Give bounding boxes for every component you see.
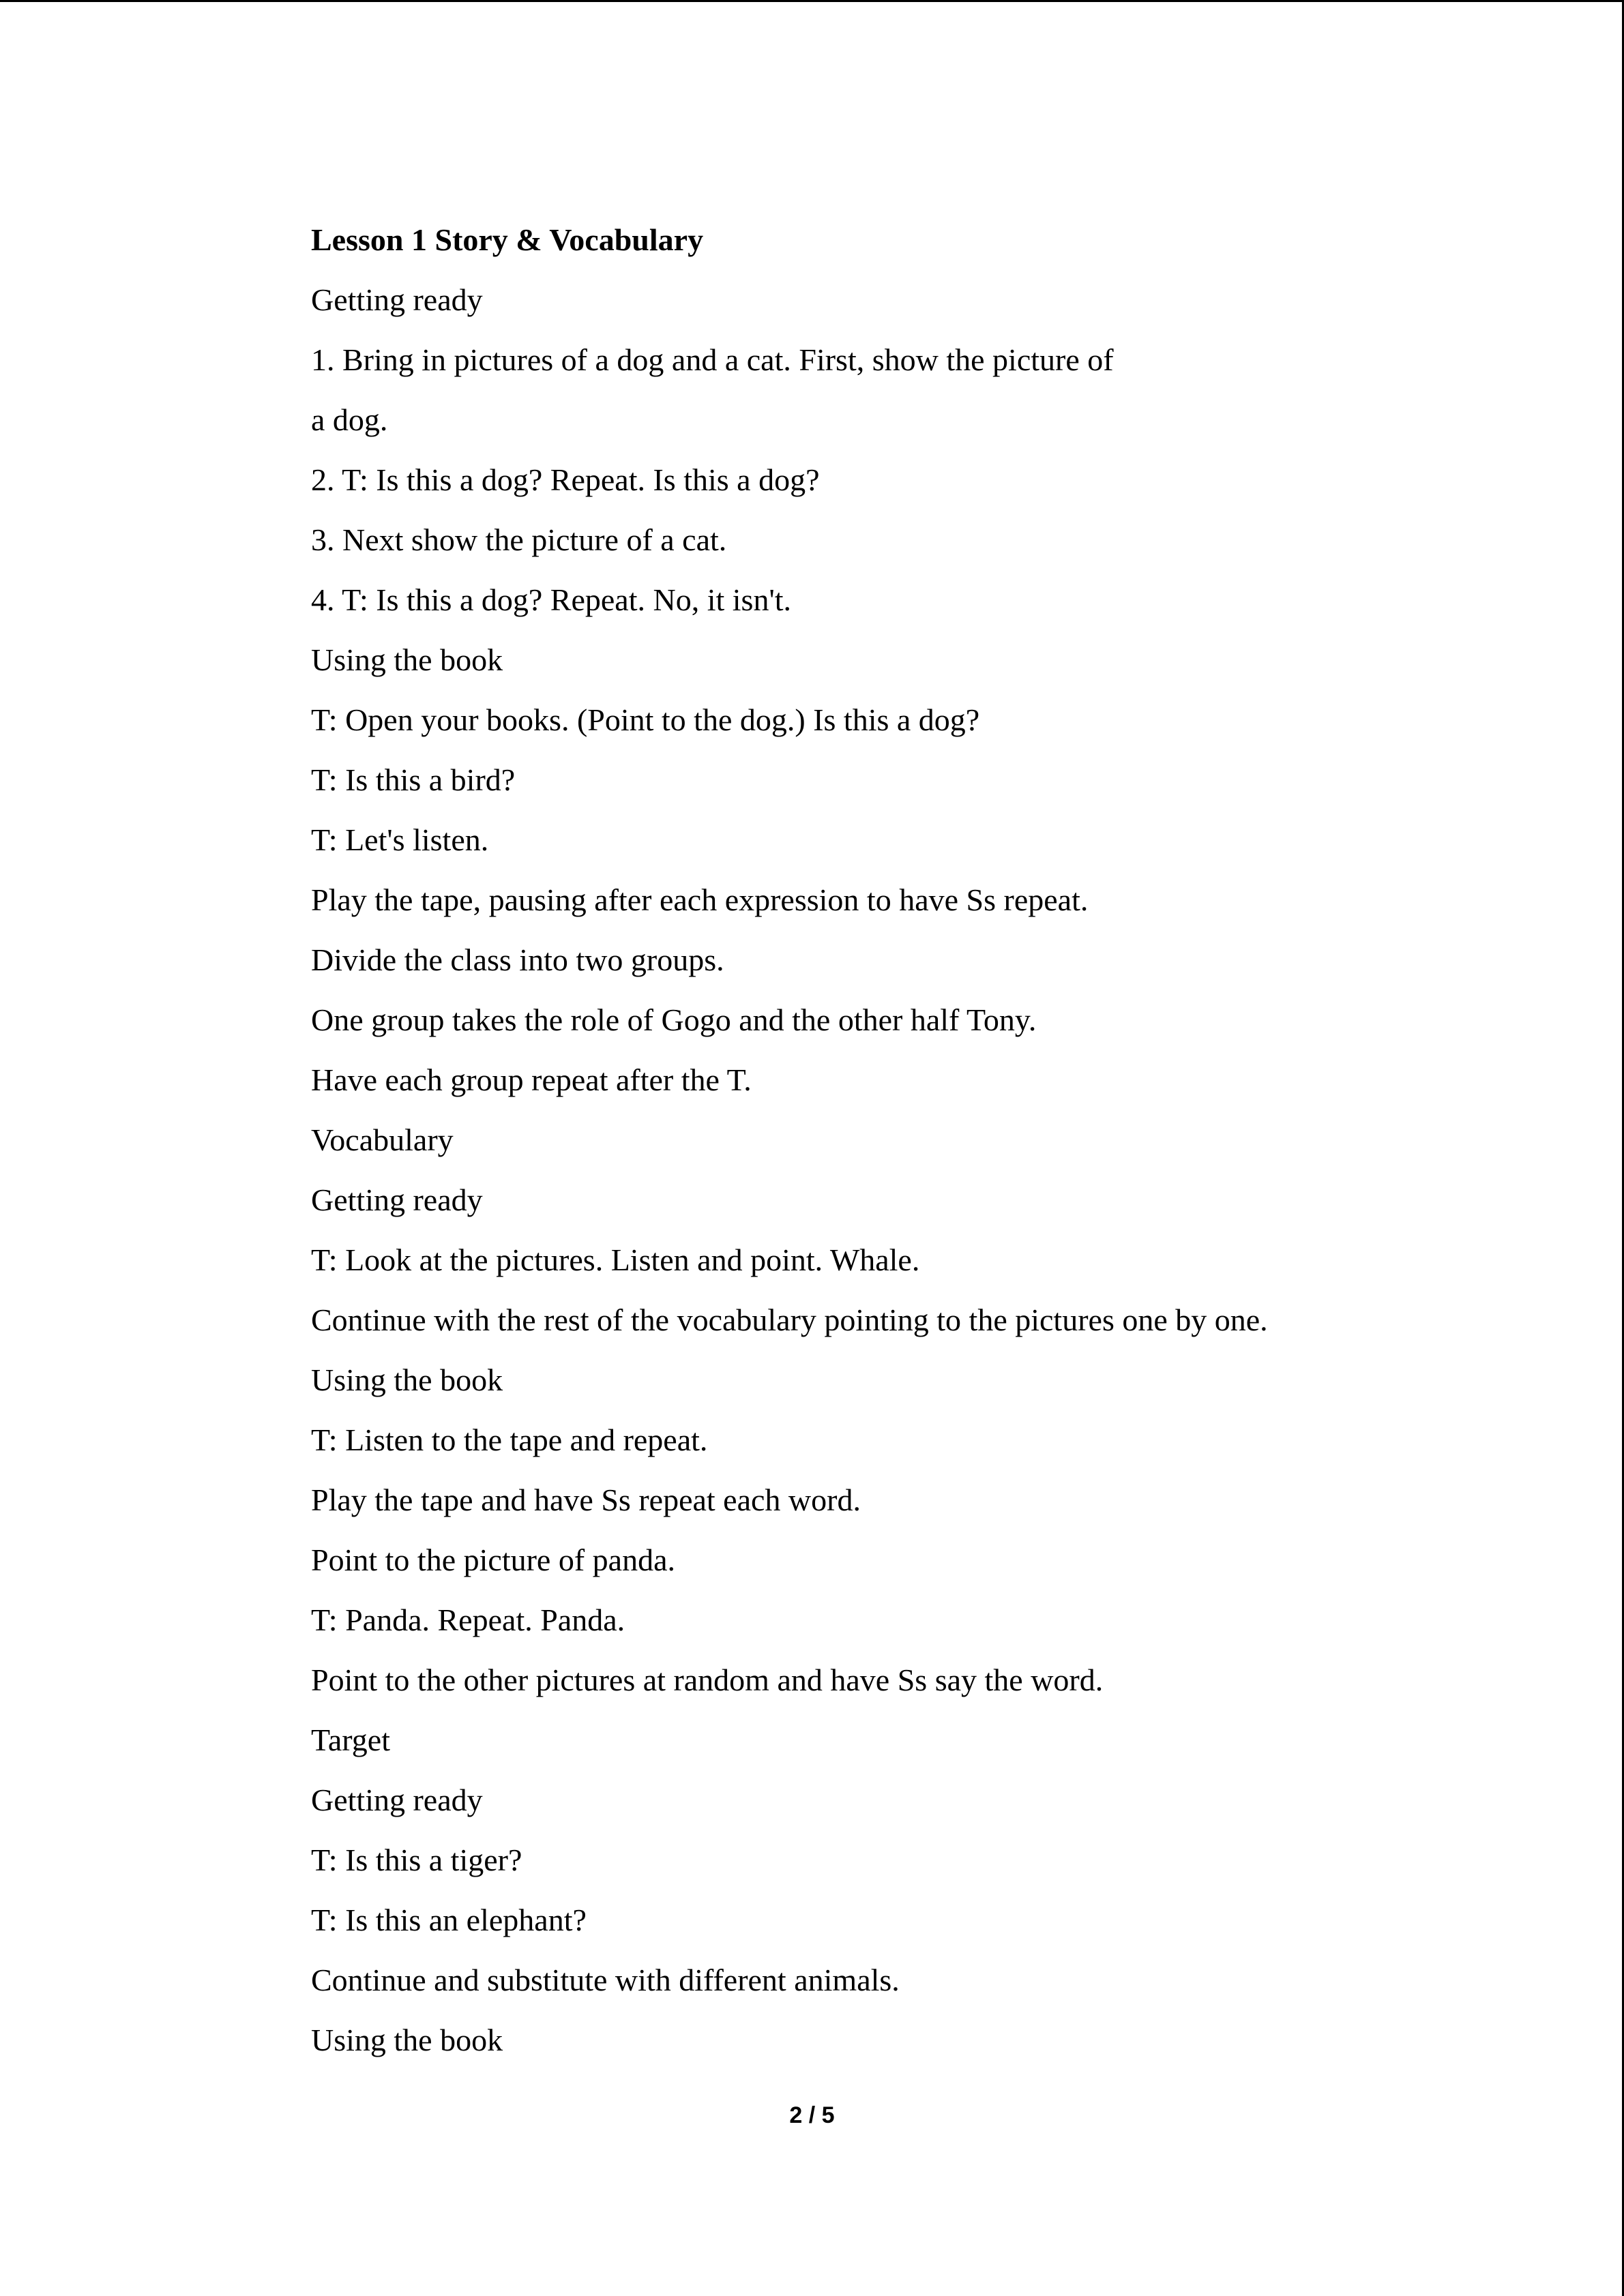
text-line: Target [311, 1723, 390, 1757]
text-line: 4. T: Is this a dog? Repeat. No, it isn't. [311, 582, 792, 617]
text-line: a dog. [311, 402, 388, 437]
text-line: Play the tape, pausing after each expression to have Ss repeat. [311, 882, 1089, 917]
text-line: Divide the class into two groups. [311, 942, 724, 977]
text-line: T: Listen to the tape and repeat. [311, 1422, 708, 1457]
text-line: Have each group repeat after the T. [311, 1062, 752, 1097]
text-line: T: Is this a tiger? [311, 1843, 522, 1877]
text-line: Getting ready [311, 1182, 483, 1217]
text-line: One group takes the role of Gogo and the other half Tony. [311, 1002, 1037, 1037]
text-line: 1. Bring in pictures of a dog and a cat. First, show the picture of [311, 342, 1114, 377]
text-line: Using the book [311, 642, 503, 677]
text-line: Point to the other pictures at random and have Ss say the word. [311, 1663, 1104, 1697]
text-line: 2. T: Is this a dog? Repeat. Is this a dog? [311, 462, 820, 497]
text-line: Getting ready [311, 1783, 483, 1817]
text-line: T: Let's listen. [311, 822, 489, 857]
text-line: Using the book [311, 1362, 503, 1397]
text-line: T: Is this an elephant? [311, 1903, 587, 1937]
text-line: T: Open your books. (Point to the dog.) Is this a dog? [311, 702, 980, 737]
text-line: T: Look at the pictures. Listen and point. Whale. [311, 1242, 920, 1277]
lesson-title: Lesson 1 Story & Vocabulary [311, 222, 704, 257]
text-line: Play the tape and have Ss repeat each word. [311, 1482, 861, 1517]
text-line: Vocabulary [311, 1122, 454, 1157]
document-body [311, 210, 1471, 2070]
text-line: Continue with the rest of the vocabulary pointing to the pictures one by one. [311, 1302, 1268, 1337]
text-line: Using the book [311, 2023, 503, 2057]
text-line: 3. Next show the picture of a cat. [311, 522, 727, 557]
page-number: 2 / 5 [789, 2102, 835, 2128]
text-line: Point to the picture of panda. [311, 1542, 675, 1577]
text-line: Continue and substitute with different animals. [311, 1963, 900, 1997]
text-line: Getting ready [311, 282, 483, 317]
text-line: T: Is this a bird? [311, 762, 516, 797]
text-line: T: Panda. Repeat. Panda. [311, 1602, 625, 1637]
